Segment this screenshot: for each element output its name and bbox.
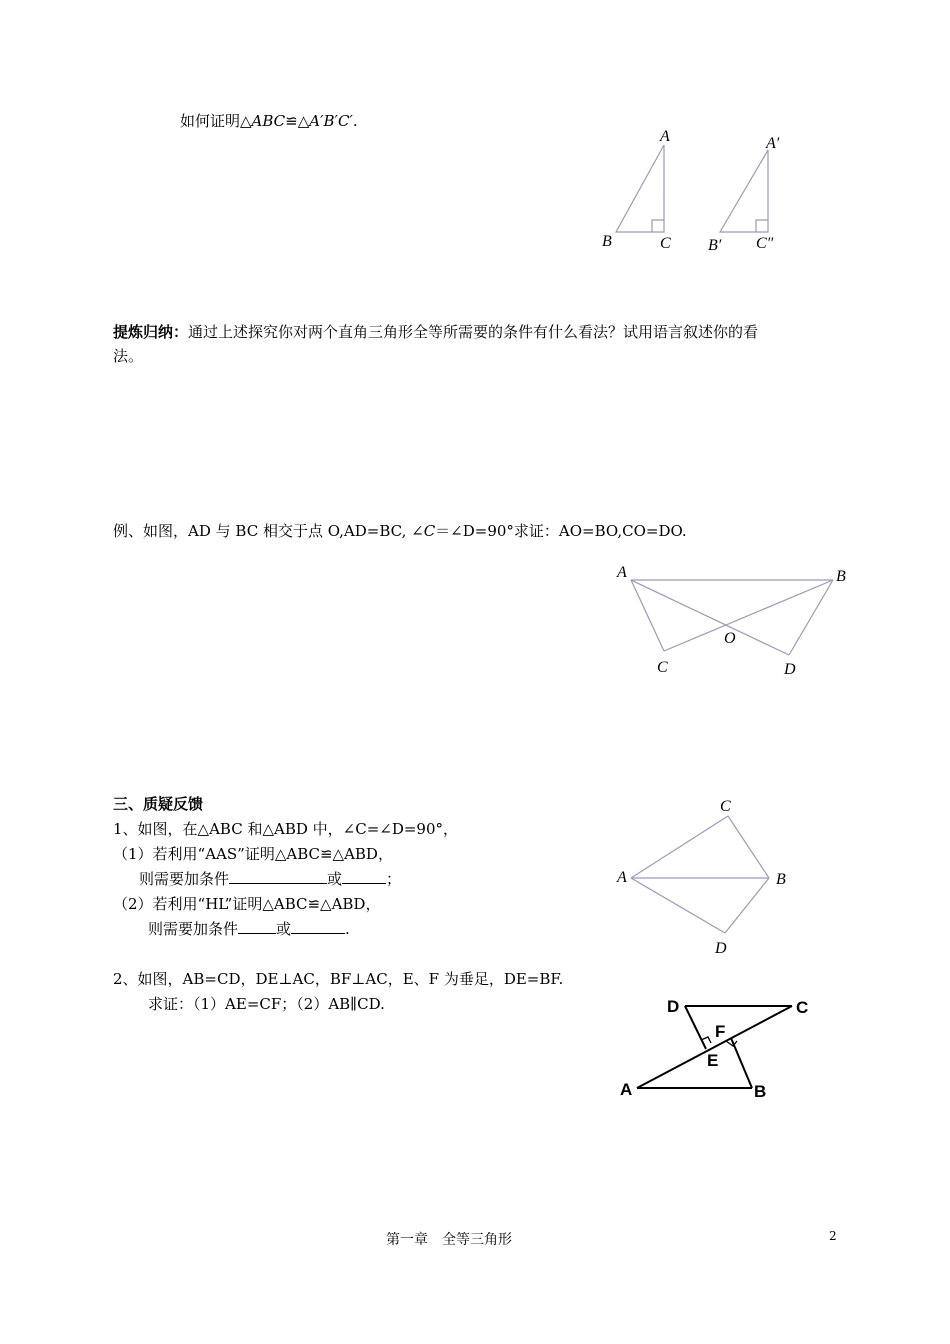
summary-line2: 法。 xyxy=(113,347,144,365)
segment-de xyxy=(685,1006,706,1049)
q1-line5: 则需要加条件 或 . xyxy=(148,920,350,938)
label-b: B xyxy=(602,233,612,250)
label-c: C xyxy=(660,235,671,252)
label-d: D xyxy=(715,940,727,957)
summary-line1: 提炼归纳：通过上述探究你对两个直角三角形全等所需要的条件有什么看法？试用语言叙述你的看 xyxy=(113,323,759,341)
footer-chapter: 第一章 全等三角形 xyxy=(386,1232,512,1248)
label-b: B xyxy=(754,1082,767,1101)
label-b: B xyxy=(836,568,846,585)
label-a: A xyxy=(617,564,627,581)
label-o: O xyxy=(724,630,736,647)
q1-line4: （2）若利用“HL”证明△ABC≌△ABD， xyxy=(113,895,381,913)
example-statement: 例、如图，AD 与 BC 相交于点 O,AD=BC, ∠C＝∠D=90°求证：AO=BO,CO=DO. xyxy=(113,522,687,540)
label-f: F xyxy=(715,1022,726,1041)
label-c-prime: C″ xyxy=(756,235,774,252)
label-d: D xyxy=(784,661,796,678)
label-a: A xyxy=(617,869,627,886)
label-b-prime: B′ xyxy=(708,237,722,254)
q1-line2: （1）若利用“AAS”证明△ABC≌△ABD， xyxy=(113,845,393,863)
q2-line2: 求证：（1）AE=CF；（2）AB∥CD. xyxy=(148,995,385,1013)
summary-heading: 提炼归纳： xyxy=(113,323,189,341)
label-a: A xyxy=(620,1080,633,1099)
q2-line1: 2、如图，AB=CD，DE⊥AC，BF⊥AC，E、F 为垂足，DE=BF. xyxy=(113,970,564,988)
page-number: 2 xyxy=(829,1229,837,1243)
label-a-prime: A′ xyxy=(766,135,780,152)
label-a: A xyxy=(660,128,670,145)
label-e: E xyxy=(707,1051,719,1070)
segment-ac xyxy=(637,1006,792,1088)
label-b: B xyxy=(776,871,786,888)
label-c: C xyxy=(657,659,668,676)
label-c: C xyxy=(720,798,731,815)
label-c: C xyxy=(796,998,809,1017)
section3-heading: 三、质疑反馈 xyxy=(113,795,204,813)
q1-line3: 则需要加条件 或 ； xyxy=(139,870,402,888)
label-d: D xyxy=(667,997,680,1016)
q1-line1: 1、如图，在△ABC 和△ABD 中，∠C=∠D=90°， xyxy=(113,820,459,838)
intro-question: 如何证明△ABC≌△A′B′C′. xyxy=(180,112,358,130)
